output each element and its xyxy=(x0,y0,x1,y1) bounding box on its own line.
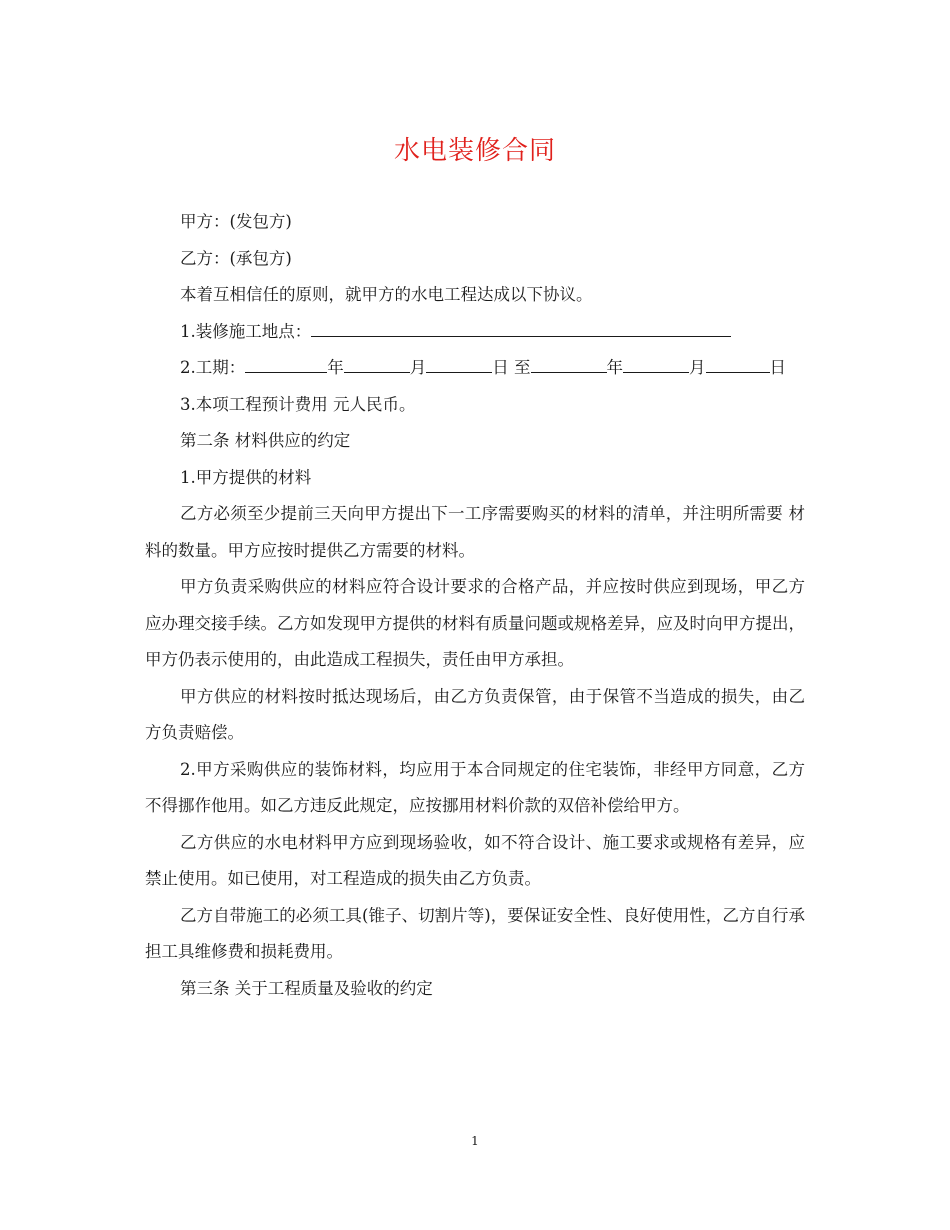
page-number: 1 xyxy=(471,1134,479,1148)
end-day-blank xyxy=(706,354,770,373)
end-month-label: 月 xyxy=(689,358,706,377)
article3-heading: 第三条 关于工程质量及验收的约定 xyxy=(180,978,433,998)
document-body xyxy=(145,204,805,1007)
period-line xyxy=(145,350,805,387)
end-month-blank xyxy=(623,354,689,373)
start-month-label: 月 xyxy=(409,358,427,377)
location-blank xyxy=(311,318,731,337)
start-year-label: 年 xyxy=(327,358,344,377)
location-label: 1.装修施工地点： xyxy=(180,321,312,341)
end-year-blank xyxy=(531,354,607,373)
article2-subheading-1: 1.甲方提供的材料 xyxy=(180,467,312,487)
start-year-blank xyxy=(245,354,327,373)
article2-paragraph-2: 甲方负责采购供应的材料应符合设计要求的合格产品，并应按时供应到现场，甲乙方应办理交接手续。乙方如发现甲方提供的材料有质量问题或规格差异，应及时向甲方提出，甲方仍表示使用的，由此造成工程损失，责任由甲方承担。 xyxy=(145,577,805,669)
document-title: 水电装修合同 xyxy=(393,136,556,166)
article2-paragraph-1: 乙方必须至少提前三天向甲方提出下一工序需要购买的材料的清单，并注明所需要 材料的数量。甲方应按时提供乙方需要的材料。 xyxy=(145,504,805,560)
period-label: 2.工期： xyxy=(180,358,246,377)
article2-paragraph-4: 2.甲方采购供应的装饰材料，均应用于本合同规定的住宅装饰，非经甲方同意，乙方不得挪作他用。如乙方违反此规定，应按挪用材料价款的双倍补偿给甲方。 xyxy=(145,759,805,815)
end-year-label: 年 xyxy=(606,358,623,377)
party-a-line: 甲方：(发包方) xyxy=(180,212,292,231)
start-month-blank xyxy=(344,354,410,373)
article2-paragraph-5: 乙方供应的水电材料甲方应到现场验收，如不符合设计、施工要求或规格有差异，应禁止使用。如已使用，对工程造成的损失由乙方负责。 xyxy=(145,832,805,888)
party-b-line: 乙方：(承包方) xyxy=(180,248,292,268)
start-day-label: 日 至 xyxy=(492,358,531,377)
article2-paragraph-6: 乙方自带施工的必须工具(锥子、切割片等)，要保证安全性、良好使用性，乙方自行承担工具维修费和损耗费用。 xyxy=(145,905,805,961)
article2-paragraph-3: 甲方供应的材料按时抵达现场后，由乙方负责保管，由于保管不当造成的损失，由乙方负责赔偿。 xyxy=(145,686,805,742)
end-day-label: 日 xyxy=(769,358,786,377)
intro-paragraph: 本着互相信任的原则，就甲方的水电工程达成以下协议。 xyxy=(180,285,593,304)
cost-line: 3.本项工程预计费用 元人民币。 xyxy=(180,394,416,414)
start-day-blank xyxy=(426,354,492,373)
location-line xyxy=(145,314,805,351)
article2-heading: 第二条 材料供应的约定 xyxy=(180,431,351,450)
